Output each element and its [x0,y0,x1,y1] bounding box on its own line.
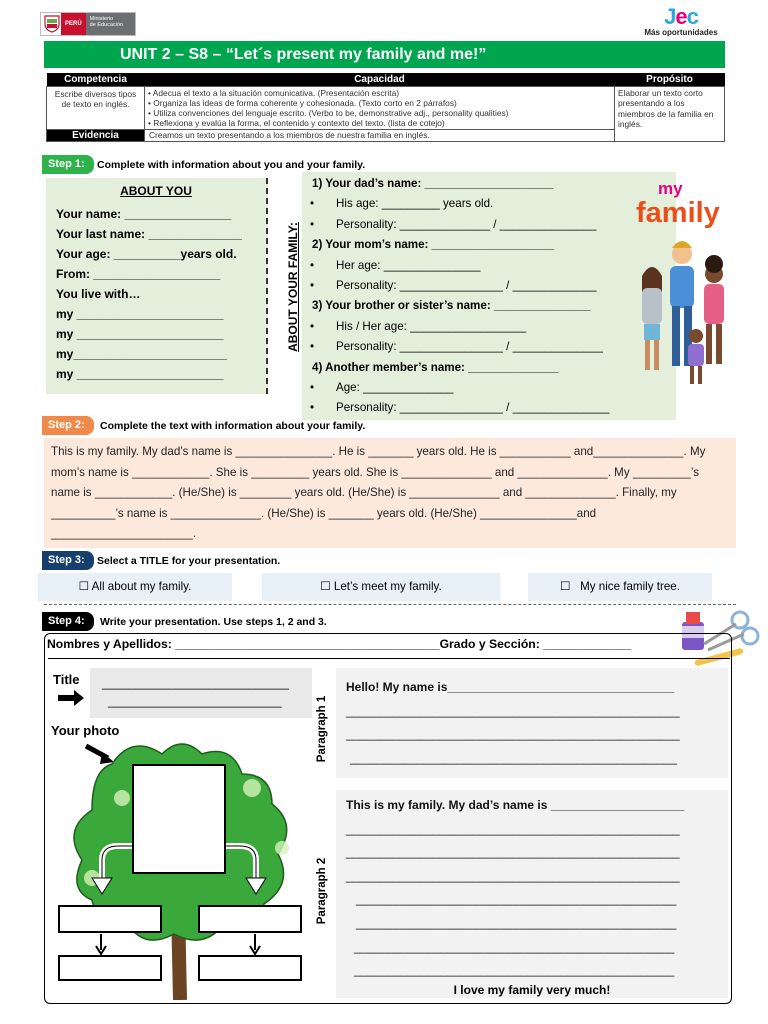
family-member-box[interactable] [198,905,302,933]
sister-figure-icon [704,255,724,364]
sibling-personality-field[interactable]: • Personality: ________________ / ______________ [310,337,676,357]
step2-instruction: Complete the text with information about your family. [100,420,366,432]
your-last-name-field[interactable]: Your last name: ______________ [56,227,242,241]
paragraph2-line[interactable]: ________________________________________________ [354,939,675,954]
jec-subtitle: Más oportunidades [644,28,718,37]
header-proposito: Propósito [615,73,725,86]
mom-age-field[interactable]: • Her age: _______________ [310,256,676,276]
title-option-2[interactable]: ☐ Let’s meet my family. [262,573,500,601]
paragraph1-line[interactable]: Hello! My name is__________________________________ [346,680,675,694]
paragraph2-line[interactable]: This is my family. My dad’s name is ____________________ [346,798,685,812]
step1-tag: Step 1: [42,155,94,174]
title-writing-box[interactable] [90,668,312,718]
about-family-label: ABOUT YOUR FAMILY: [286,222,300,352]
other-member-age-field[interactable]: • Age: ______________ [310,378,676,398]
proposito-value: Elaborar un texto corto presentando a los miembros de la familia en inglés. [615,86,725,142]
mom-figure-icon [642,267,662,370]
evidencia-label: Evidencia [47,130,145,142]
mom-personality-field[interactable]: • Personality: ________________ / _____________ [310,276,676,296]
step2-tag: Step 2: [42,416,94,435]
step2-panel [44,438,736,548]
paragraph1-line[interactable]: __________________________________________________ [346,727,680,742]
title-option-1[interactable]: ☐ All about my family. [38,573,232,601]
step4-tag: Step 4: [42,612,94,631]
art-word-my: my [658,179,683,198]
art-word-family: family [636,197,720,229]
sibling-name-field[interactable]: 3) Your brother or sister’s name: _______________ [312,299,591,313]
step3-instruction: Select a TITLE for your presentation. [97,555,281,567]
live-with-field[interactable]: my_______________________ [56,347,227,361]
live-with-field[interactable]: my ______________________ [56,327,224,341]
step2-fill-text[interactable]: This is my family. My dad’s name is _______________. He is _______ years old. He is ___________ and______________. My mom’s name is ____________. She is _________ years old. She is ______________ and ______________. My _________’s name is ____________. (He/She) is ________ years old. (He/She) is ______________ and ______________. Finally, my __________’s name is ______________. (He/She) is _______ years old. (He/She) _______________and ______________________. [51,445,706,541]
title-label: Title [53,672,80,687]
photo-frame[interactable] [132,764,226,874]
dad-age-field[interactable]: • His age: _________ years old. [310,194,676,214]
child-figure-icon [688,329,704,384]
paragraph2-line[interactable]: __________________________________________________ [346,868,680,883]
family-illustration [630,178,748,400]
live-with-field[interactable]: my ______________________ [56,307,224,321]
about-family-panel [302,172,676,420]
paragraph2-line[interactable]: ________________________________________________ [356,915,677,930]
live-with-field[interactable]: my ______________________ [56,367,224,381]
from-field[interactable]: From: ___________________ [56,267,221,281]
arrow-right-icon [58,690,84,706]
dad-personality-field[interactable]: • Personality: ______________ / _______________ [310,215,676,235]
family-member-box[interactable] [58,905,162,933]
header-competencia: Competencia [47,73,145,86]
your-name-field[interactable]: Your name: ________________ [56,207,232,221]
paragraph1-line[interactable]: __________________________________________________ [346,703,680,718]
about-you-panel [46,178,268,394]
competency-table [46,73,725,142]
family-member-box[interactable] [58,955,162,981]
step4-instruction: Write your presentation. Use steps 1, 2 and 3. [100,616,327,628]
paragraph2-line[interactable]: __________________________________________________ [346,821,680,836]
title-option-3[interactable]: ☐ My nice family tree. [528,573,712,601]
live-with-label: You live with… [56,287,141,301]
capacidad-item: • Organiza las ideas de forma coherente y cohesionada. (Texto corto en 2 párrafos) [148,97,457,108]
header-capacidad: Capacidad [145,73,615,86]
paragraph2-line[interactable]: __________________________________________________ [346,845,680,860]
paragraph2-line[interactable]: ________________________________________________ [354,963,675,978]
photo-label: Your photo [51,723,120,738]
jec-logo: Jec Más oportunidades [636,6,726,37]
paragraph2-box[interactable] [336,790,728,998]
capacidad-list [145,86,615,130]
capacidad-item: • Utiliza convenciones del lenguaje escrito. (Verbo to be, demonstrative adj., personality qualities) [148,107,509,118]
capacidad-item: • Reflexiona y evalúa la forma, el contenido y contexto del texto. (lista de cotejo) [148,118,445,129]
your-age-field[interactable]: Your age: __________years old. [56,247,237,261]
other-member-name-field[interactable]: 4) Another member’s name: ______________ [312,360,559,374]
name-grade-line[interactable]: Nombres y Apellidos: _______________________________________Grado y Sección: _____________ [47,637,632,651]
page-title: UNIT 2 – S8 – “Let´s present my family and me!” [44,41,725,68]
competencia-value: Escribe diversos tipos de texto en inglés. [47,86,145,130]
evidencia-value: Creamos un texto presentando a los miembros de nuestra familia en inglés. [145,130,615,142]
sibling-age-field[interactable]: • His / Her age: __________________ [310,317,676,337]
step3-divider [44,604,736,605]
closing-sentence: I love my family very much! [453,982,611,997]
step1-instruction: Complete with information about you and your family. [97,159,366,171]
title-blank-line[interactable]: __________________________ [108,694,282,708]
capacidad-item: • Adecua el texto a la situación comunicativa. (Presentación escrita) [148,87,400,98]
peru-ministry-logo [40,12,136,36]
paragraph2-line[interactable]: ________________________________________________ [356,892,677,907]
logo-country-label: PERÚ [61,13,86,35]
paragraph2-label: Paragraph 2 [316,857,328,925]
mom-name-field[interactable]: 2) Your mom’s name: ___________________ [312,238,555,252]
step3-tag: Step 3: [42,551,94,570]
other-member-personality-field[interactable]: • Personality: ________________ / _______________ [310,398,676,418]
title-blank-line[interactable]: ____________________________ [102,676,289,690]
paragraph1-box[interactable] [336,668,728,778]
about-you-title: ABOUT YOU [120,184,192,198]
dad-name-field[interactable]: 1) Your dad’s name: ____________________ [312,177,554,190]
paragraph1-label: Paragraph 1 [316,695,328,763]
logo-ministry-label: Ministerio de Educación [86,13,135,35]
paragraph1-line[interactable]: _________________________________________________ [350,750,678,765]
family-member-box[interactable] [198,955,302,981]
peru-shield-icon [43,14,61,34]
